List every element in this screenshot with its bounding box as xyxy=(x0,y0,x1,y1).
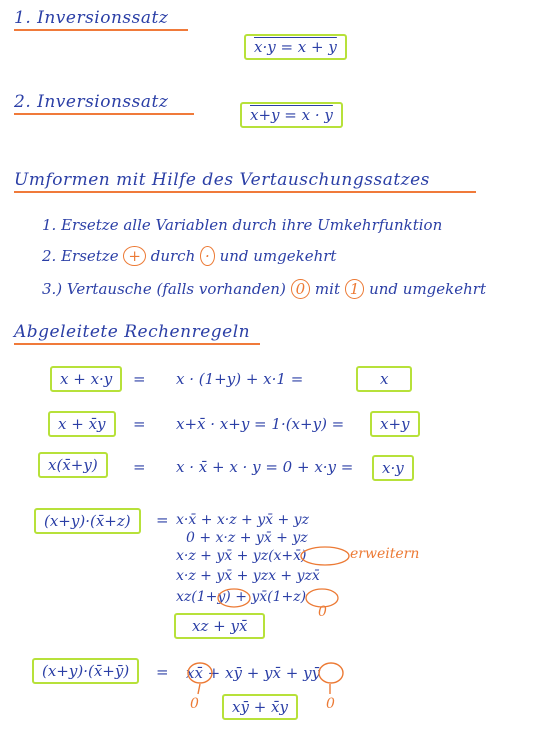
rule-4-eq: = xyxy=(156,511,169,529)
rule-5-line-1: xx̄ + xȳ + yx̄ + yȳ xyxy=(186,664,321,682)
step-2-text-c: und umgekehrt xyxy=(219,247,337,265)
step-1: 1. Ersetze alle Variablen durch ihre Umkehrfunktion xyxy=(42,216,443,234)
circle-mark xyxy=(319,663,343,683)
inversion-rule-2-heading: 2. Inversionssatz xyxy=(14,92,194,115)
step-3-text-c: und umgekehrt xyxy=(369,280,486,298)
rule-1-steps: x · (1+y) + x·1 = xyxy=(176,370,304,388)
inversion-rule-1-heading: 1. Inversionssatz xyxy=(14,8,188,31)
formula-text: x·y = x + y xyxy=(254,38,337,56)
zero-symbol-circled: 0 xyxy=(291,279,311,299)
step-3-text-a: 3.) Vertausche (falls vorhanden) xyxy=(42,280,286,298)
arrow-mark xyxy=(198,684,200,694)
rule-2-lhs: x + x̄y xyxy=(48,411,116,437)
rule-3-result: x·y xyxy=(372,455,414,481)
derived-rules-heading: Abgeleitete Rechenregeln xyxy=(14,322,260,345)
rule-5-zero-a: 0 xyxy=(190,696,199,712)
rule-5-lhs: (x+y)·(x̄+ȳ) xyxy=(32,658,139,684)
circle-mark xyxy=(301,547,349,565)
rule-4-line-4: x·z + yx̄ + yzx + yzx̄ xyxy=(176,568,320,584)
formula-text: x+y = x · y xyxy=(250,106,333,124)
rule-5-result: xȳ + x̄y xyxy=(222,694,298,720)
circle-mark xyxy=(218,589,250,607)
rule-5-zero-b: 0 xyxy=(326,696,335,712)
rule-1-lhs: x + x·y xyxy=(50,366,122,392)
rule-3-eq: = xyxy=(133,458,146,476)
step-2-text-a: 2. Ersetze xyxy=(42,247,119,265)
plus-symbol-circled: + xyxy=(123,246,146,266)
rule-4-line-3: x·z + yx̄ + yz(x+x̄) xyxy=(176,548,307,564)
rule-4-line-5: xz(1+y) + yx̄(1+z) xyxy=(176,589,307,605)
rule-1-result: x xyxy=(356,366,412,392)
rule-1-eq: = xyxy=(133,370,146,388)
rule-2-eq: = xyxy=(133,415,146,433)
one-symbol-circled: 1 xyxy=(345,279,365,299)
rule-3-steps: x · x̄ + x · y = 0 + x·y = xyxy=(176,458,354,476)
rule-4-line-2: 0 + x·z + yx̄ + yz xyxy=(186,530,308,546)
transformation-heading: Umformen mit Hilfe des Vertauschungssatzes xyxy=(14,170,476,193)
step-3-text-b: mit xyxy=(314,280,340,298)
rule-5-eq: = xyxy=(156,663,169,681)
circle-mark xyxy=(306,589,338,607)
step-2-text-b: durch xyxy=(150,247,196,265)
rule-2-result: x+y xyxy=(370,411,420,437)
rule-3-lhs: x(x̄+y) xyxy=(38,452,108,478)
rule-2-steps: x+x̄ · x+y = 1·(x+y) = xyxy=(176,415,345,433)
rule-4-note: erweitern xyxy=(350,546,420,562)
rule-4-line-1: x·x̄ + x·z + yx̄ + yz xyxy=(176,512,309,528)
rule-4-result: xz + yx̄ xyxy=(174,613,265,639)
dot-symbol-circled: · xyxy=(200,246,215,266)
circle-mark xyxy=(188,663,212,683)
rule-4-zero-note: 0 xyxy=(318,604,327,620)
rule-4-lhs: (x+y)·(x̄+z) xyxy=(34,508,141,534)
